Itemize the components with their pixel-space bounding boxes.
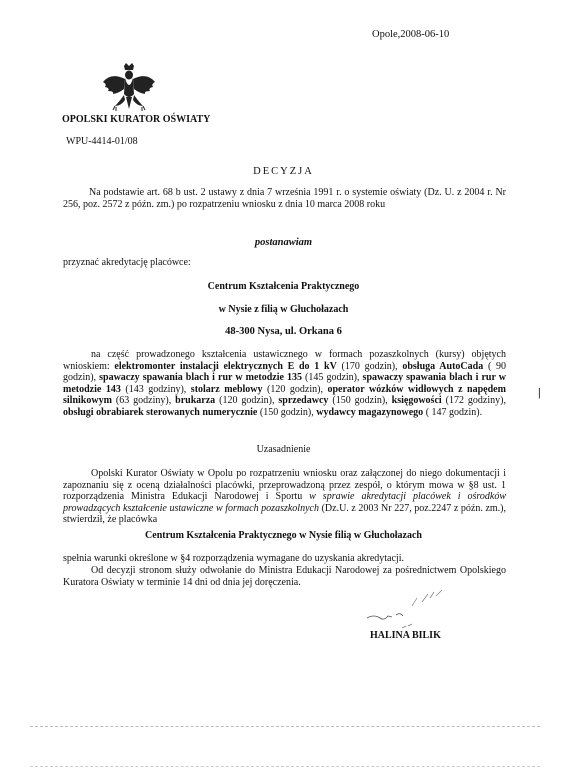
legal-basis: Na podstawie art. 68 b ust. 2 ustawy z dnia 7 września 1991 r. o systemie oświaty (Dz. U. z 2004 r. Nr 256, poz. 2572 z późn. zm.) po rozpatrzeniu wniosku z dnia 10 marca 2008 roku [63, 187, 506, 210]
course-hours: ( 90 godzin), [63, 360, 506, 384]
course-name: księgowości [391, 395, 442, 407]
accreditation-scope [63, 349, 506, 419]
course-name: spawaczy spawania blach i rur w metodzie 143 [63, 372, 506, 395]
signatory-name: HALINA BILIK [370, 630, 441, 641]
course-hours: (120 godzin), [215, 395, 279, 407]
scope-intro: na część prowadzonego kształcenia ustawicznego w formach pozaszkolnych (kursy) objętych wnioskiem: [63, 349, 506, 372]
document-date: Opole,2008-06-10 [372, 29, 450, 40]
footer-divider-lower [30, 766, 540, 768]
eagle-emblem-icon [101, 62, 157, 112]
course-name: elektromonter instalacji elektrycznych E do 1 kV [114, 360, 337, 372]
footer-divider [30, 726, 540, 728]
office-name: OPOLSKI KURATOR OŚWIATY [62, 114, 211, 125]
document-title: DECYZJA [253, 166, 314, 177]
course-name: sprzedawcy [278, 395, 329, 407]
course-name: operator wózków widłowych z napędem silnikowym [63, 383, 506, 407]
conditions-statement: spełnia warunki określone w §4 rozporządzenia wymagane do uzyskania akredytacji. [63, 553, 404, 564]
course-name: obsługa AutoCada [402, 360, 484, 372]
course-hours: (143 godziny), [120, 383, 191, 395]
course-name: spawaczy spawania blach i rur w metodzie 135 [99, 372, 302, 384]
justification-text-start: Opolski Kurator Oświaty w Opolu po rozpatrzeniu wniosku oraz załączonej do niego dokumentacji i zapoznaniu się z oceną działalności placówki, przeprowadzoną przez zespół, o którym mowa w §8 ust. 1 rozporządzenia Ministra Edukacji Narodowej i Sportu [63, 468, 506, 503]
institution-name: Centrum Kształcenia Praktycznego [207, 281, 360, 292]
course-list [63, 361, 506, 418]
course-hours: (63 godziny), [111, 395, 176, 407]
course-hours: (120 godzin), [262, 383, 328, 395]
institution-full-name: Centrum Kształcenia Praktycznego w Nysie filią w Głuchołazach [145, 530, 422, 541]
course-name: wydawcy magazynowego [316, 406, 424, 418]
course-name: brukarza [175, 395, 216, 407]
course-name: obsługi obrabiarek sterowanych numerycznie [63, 406, 258, 418]
institution-branch: w Nysie z filią w Głuchołazach [218, 304, 349, 315]
course-hours: (145 godzin), [302, 372, 363, 384]
appeal-notice: Od decyzji stronom służy odwołanie do Ministra Edukacji Narodowej za pośrednictwem Opolskiego Kuratora Oświaty w terminie 14 dni od dnia jej doręczenia. [63, 565, 506, 588]
course-hours: (172 godziny), [441, 395, 506, 407]
course-hours: (150 godzin), [257, 406, 317, 418]
course-hours: (170 godzin), [336, 360, 403, 372]
margin-mark: | [538, 385, 541, 399]
institution-address: 48-300 Nysa, ul. Orkana 6 [225, 326, 342, 337]
justification-paragraph [63, 468, 506, 526]
course-name: stolarz meblowy [190, 383, 263, 395]
justification-text-end: (Dz.U. z 2003 Nr 227, poz.2247 z późn. zm.), stwierdził, że placówka [63, 502, 506, 526]
regulation-title: w sprawie akredytacji placówek i ośrodków prowadzących kształcenie ustawiczne w formach pozaszkolnych [63, 491, 507, 514]
handwritten-signature [362, 588, 452, 633]
decision-word: postanawiam [254, 237, 313, 248]
course-hours: (150 godzin), [328, 395, 392, 407]
justification-heading: Uzasadnienie [256, 444, 311, 455]
course-hours: ( 147 godzin). [423, 406, 483, 418]
reference-number: WPU-4414-01/08 [66, 136, 138, 147]
grant-line: przyznać akredytację placówce: [63, 257, 191, 268]
